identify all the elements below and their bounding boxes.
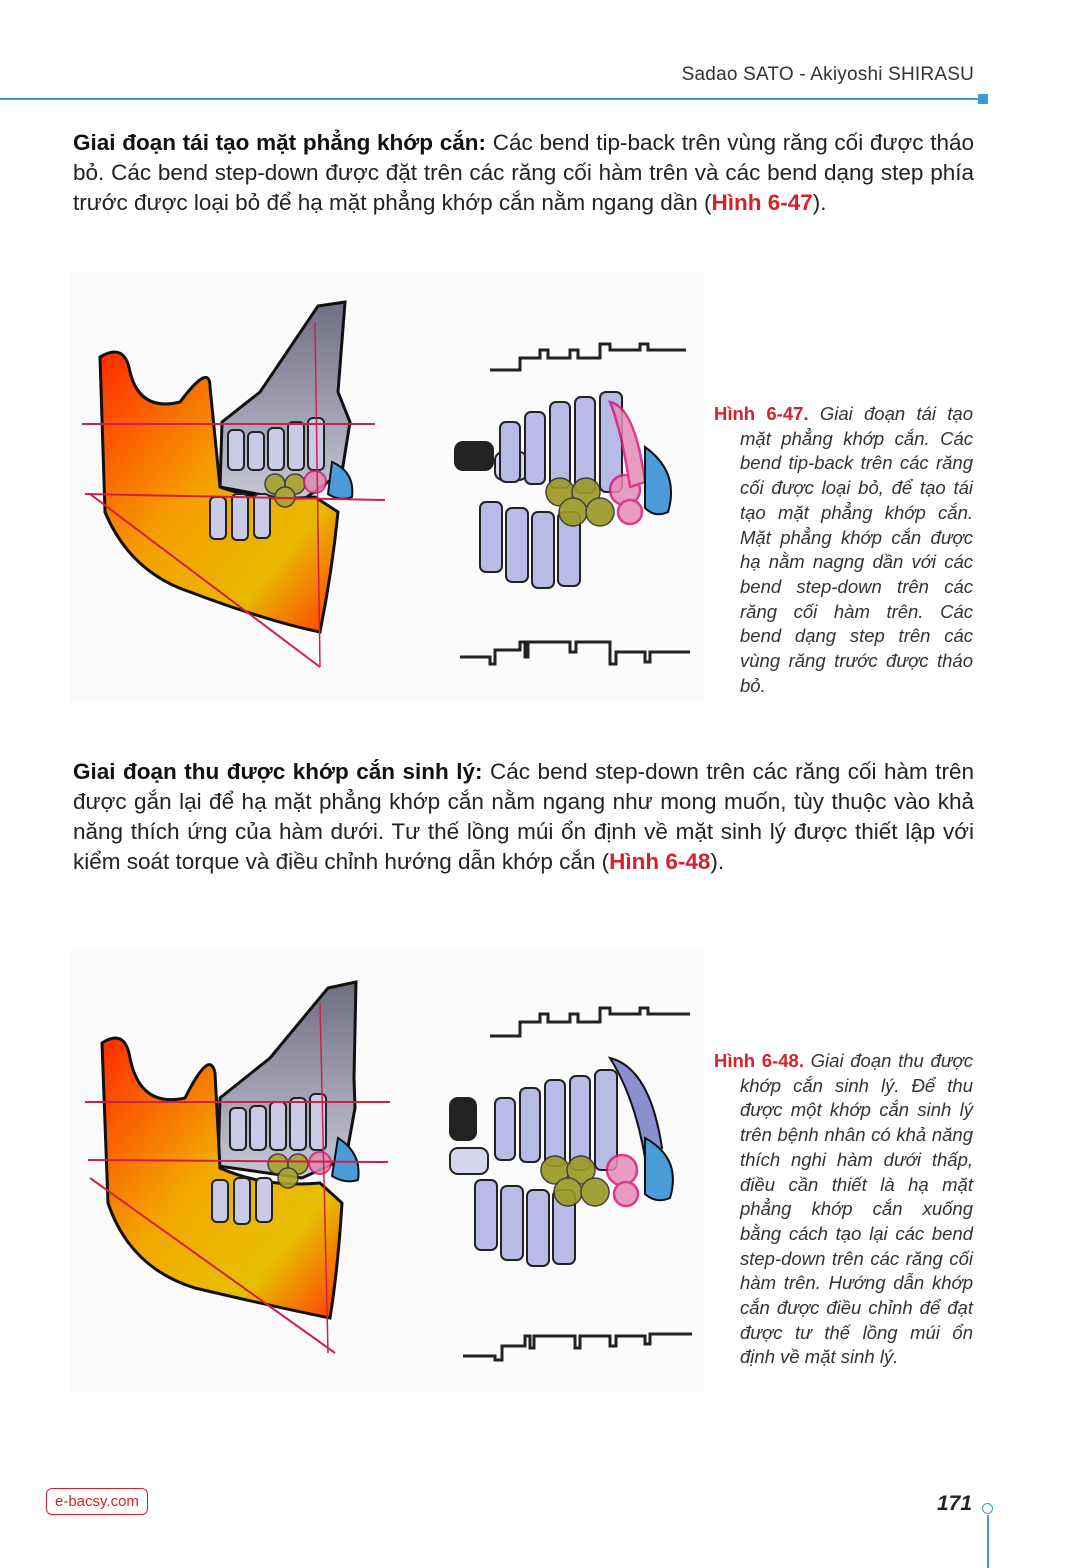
figure-ref-6-48[interactable]: Hình 6-48 <box>609 849 711 874</box>
figure-6-48-illustration <box>70 948 705 1393</box>
section-1-heading: Giai đoạn tái tạo mặt phẳng khớp cắn: <box>73 130 487 155</box>
section-1-tail: ). <box>812 190 827 215</box>
section-2-body: Các bend step-down trên các răng cối hàm trên được gắn lại để hạ mặt phẳng khớp cắn nằm ngang như mong muốn, tùy thuộc vào khả năng thích ứng của hàm dưới. Tư thế lồng múi ổn định về mặt sinh lý được thiết lập với kiểm soát torque và điều chỉnh hướng dẫn khớp cắn ( <box>73 759 975 874</box>
page-number: 171 <box>937 1492 973 1515</box>
page-marker-line <box>987 1515 989 1568</box>
section-2-paragraph <box>73 757 974 877</box>
header-rule <box>0 98 982 100</box>
figure-6-48-label: Hình 6-48. <box>714 1050 804 1071</box>
figure-ref-6-47[interactable]: Hình 6-47 <box>711 190 813 215</box>
running-header-author: Sadao SATO - Akiyoshi SHIRASU <box>681 64 974 85</box>
figure-6-47-caption <box>714 402 973 698</box>
figure-6-48-caption <box>714 1049 973 1370</box>
section-2-heading: Giai đoạn thu được khớp cắn sinh lý: <box>73 759 483 784</box>
section-1-paragraph <box>73 128 974 218</box>
section-1-body: Các bend tip-back trên vùng răng cối được tháo bỏ. Các bend step-down được đặt trên các răng cối hàm trên và các bend dạng step phía trước được loại bỏ để hạ mặt phẳng khớp cắn nằm ngang dần ( <box>73 130 974 215</box>
section-2-tail: ). <box>710 849 725 874</box>
figure-6-48-caption-text: Giai đoạn thu được khớp cắn sinh lý. Để thu được một khớp cắn sinh lý trên bệnh nhân có khả năng thích nghi hàm dưới thấp, điều cần thiết là hạ mặt phẳng khớp cắn xuống bằng cách tạo lại các bend step-down trên các răng cối hàm trên. Hướng dẫn khớp cắn được điều chỉnh để đạt được tư thế lồng múi ổn định về mặt sinh lý. <box>740 1050 973 1368</box>
figure-6-47-caption-text: Giai đoạn tái tạo mặt phẳng khớp cắn. Các bend tip-back trên các răng cối được loại bỏ, để tạo tái tạo mặt phẳng khớp cắn. Mặt phẳng khớp cắn được hạ nằm nagng dần với các bend step-down trên các răng cối hàm trên. Các bend dạng step trên các vùng răng trước được tháo bỏ. <box>740 403 973 696</box>
figure-6-47-label: Hình 6-47. <box>714 403 809 424</box>
page-marker-dot <box>982 1503 993 1514</box>
header-rule-end-square <box>978 94 988 104</box>
site-badge[interactable]: e-bacsy.com <box>46 1488 148 1515</box>
figure-6-47-illustration <box>70 272 705 702</box>
